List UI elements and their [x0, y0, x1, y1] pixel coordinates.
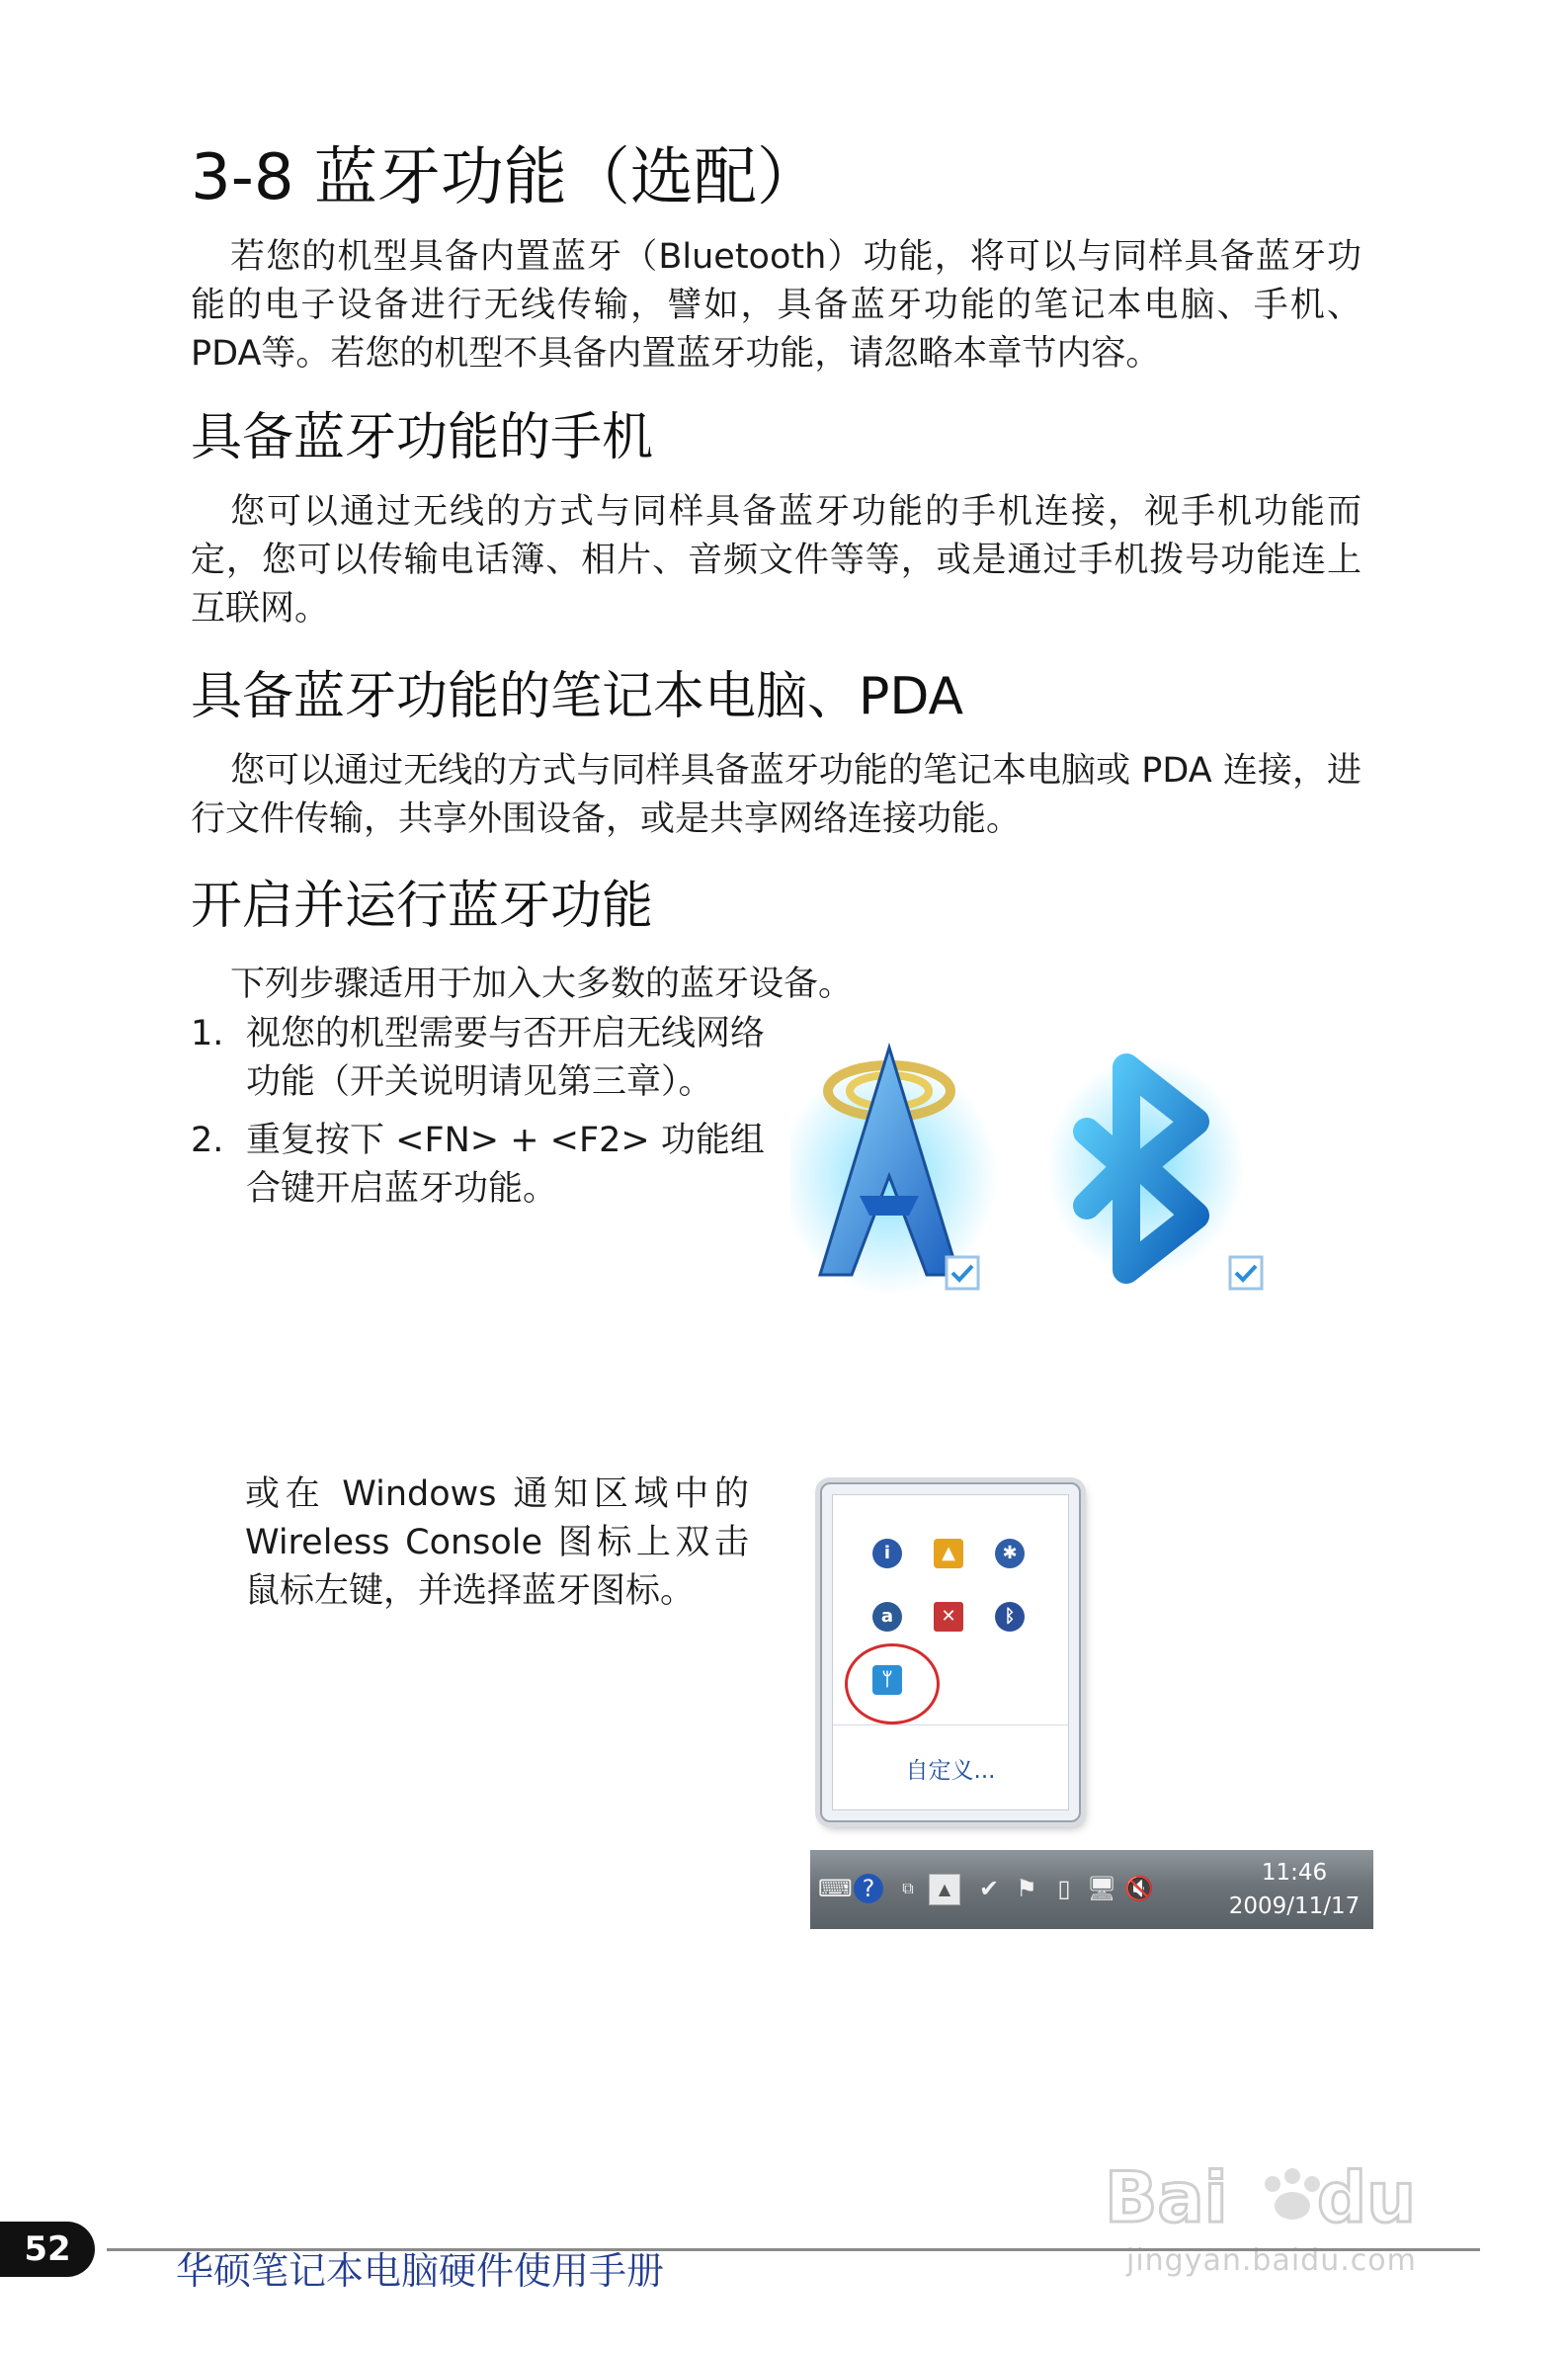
watermark-paw-icon	[1105, 2154, 1480, 2233]
highlight-circle	[845, 1643, 940, 1724]
notification-overflow-popup	[820, 1482, 1081, 1822]
svg-text:du: du	[1317, 2157, 1416, 2233]
battery-warning-icon[interactable]: ▲	[934, 1539, 963, 1568]
page-title: 3-8 蓝牙功能（选配）	[191, 141, 820, 214]
network-check-icon[interactable]: ✔	[978, 1875, 1000, 1902]
step-text: 视您的机型需要与否开启无线网络功能（开关说明请见第三章）。	[246, 1014, 766, 1102]
step-list	[191, 1010, 793, 1214]
icons-illustration	[790, 1028, 1344, 1324]
bluetooth-checkbox-icon	[1230, 1257, 1262, 1289]
volume-muted-icon[interactable]: 🔇	[1124, 1875, 1154, 1902]
section-heading-laptop-pda: 具备蓝牙功能的笔记本电脑、PDA	[191, 667, 964, 726]
wireless-checkbox-icon	[947, 1257, 978, 1289]
keyboard-icon[interactable]: ⌨	[818, 1875, 853, 1902]
bluetooth-icon	[1047, 1057, 1245, 1275]
battery-icon[interactable]: ▯	[1057, 1875, 1071, 1902]
popup-divider	[833, 1724, 1068, 1725]
customize-link[interactable]: 自定义...	[905, 1758, 996, 1784]
step-number: 1.	[191, 1014, 224, 1053]
info-icon[interactable]: i	[872, 1539, 902, 1568]
step-item	[191, 1117, 793, 1214]
clock-date: 2009/11/17	[1228, 1893, 1361, 1919]
step-text: 重复按下 <FN> + <F2> 功能组合键开启蓝牙功能。	[246, 1121, 765, 1209]
clock-time: 11:46	[1261, 1860, 1328, 1886]
footer-manual-title: 华硕笔记本电脑硬件使用手册	[176, 2249, 665, 2293]
step-item	[191, 1010, 793, 1107]
section-body-enable: 下列步骤适用于加入大多数的蓝牙设备。	[230, 965, 854, 1004]
display-disabled-icon[interactable]: ✕	[934, 1602, 963, 1632]
network-icon[interactable]: 🖥	[1087, 1875, 1117, 1902]
action-center-flag-icon[interactable]: ⚑	[1016, 1875, 1037, 1902]
help-icon[interactable]: ?	[854, 1874, 883, 1903]
bluetooth-tray-icon[interactable]: ᛒ	[995, 1602, 1025, 1632]
page-number: 52	[0, 2222, 95, 2277]
section-body-laptop-pda: 您可以通过无线的方式与同样具备蓝牙功能的笔记本电脑或 PDA 连接，进行文件传输，共享外围设备，或是共享网络连接功能。	[191, 751, 1362, 839]
section-body-phone: 您可以通过无线的方式与同样具备蓝牙功能的手机连接，视手机功能而定，您可以传输电话簿、相片、音频文件等等，或是通过手机拨号功能连上互联网。	[191, 492, 1362, 629]
intro-paragraph: 若您的机型具备内置蓝牙（Bluetooth）功能，将可以与同样具备蓝牙功能的电子设备进行无线传输，譬如，具备蓝牙功能的笔记本电脑、手机、PDA等。若您的机型不具备内置蓝牙功能，请忽略本章节内容。	[191, 237, 1362, 374]
step-number: 2.	[191, 1121, 224, 1160]
wireless-console-icon[interactable]: ᛘ	[872, 1665, 902, 1695]
section-heading-phone: 具备蓝牙功能的手机	[191, 408, 654, 467]
taskbar-clock[interactable]	[1225, 1856, 1363, 1923]
tray-instruction-note: 或在 Windows 通知区域中的 Wireless Console 图标上双击鼠标左键，并选择蓝牙图标。	[245, 1474, 749, 1611]
baidu-jingyan-logo	[1105, 2154, 1480, 2233]
window-switch-icon[interactable]: ⧉	[902, 1879, 914, 1897]
popup-panel	[832, 1494, 1069, 1810]
wireless-switch-icon[interactable]: ✱	[995, 1539, 1025, 1568]
taskbar-notification-area	[810, 1850, 1373, 1929]
wireless-bluetooth-icons	[790, 1028, 1344, 1324]
svg-text:Bai: Bai	[1105, 2157, 1228, 2233]
realtek-audio-icon[interactable]: a	[872, 1602, 902, 1632]
section-heading-enable: 开启并运行蓝牙功能	[191, 877, 654, 936]
show-hidden-icons-button[interactable]: ▲	[929, 1874, 960, 1905]
watermark-url: jingyan.baidu.com	[1126, 2243, 1417, 2278]
